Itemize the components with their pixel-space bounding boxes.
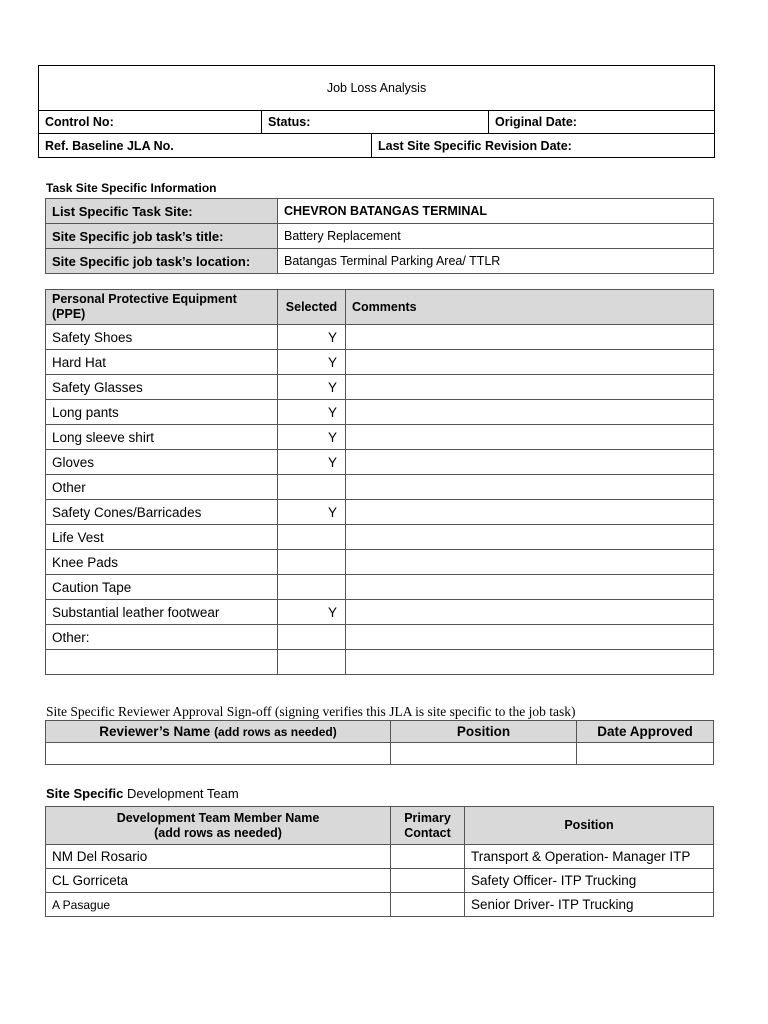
dev-team-row bbox=[46, 893, 714, 917]
ppe-item: Caution Tape bbox=[46, 575, 278, 600]
ppe-selected[interactable]: Y bbox=[278, 450, 346, 475]
dev-member-position[interactable]: Transport & Operation- Manager ITP bbox=[465, 845, 714, 869]
ppe-item: Life Vest bbox=[46, 525, 278, 550]
ppe-item: Gloves bbox=[46, 450, 278, 475]
status-cell[interactable]: Status: bbox=[262, 111, 489, 134]
ppe-item: Long pants bbox=[46, 400, 278, 425]
ppe-selected[interactable] bbox=[278, 525, 346, 550]
reviewer-header-date: Date Approved bbox=[577, 721, 714, 743]
last-revision-cell[interactable]: Last Site Specific Revision Date: bbox=[372, 134, 715, 158]
ppe-selected[interactable]: Y bbox=[278, 325, 346, 350]
task-label: Site Specific job task’s location: bbox=[46, 249, 278, 274]
ppe-comment[interactable] bbox=[346, 500, 714, 525]
ppe-row bbox=[46, 600, 714, 625]
reviewer-position-cell[interactable] bbox=[391, 743, 577, 765]
ppe-comment[interactable] bbox=[346, 650, 714, 675]
original-date-cell[interactable]: Original Date: bbox=[489, 111, 715, 134]
task-row bbox=[46, 249, 714, 274]
ppe-row bbox=[46, 425, 714, 450]
task-info-caption: Task Site Specific Information bbox=[46, 181, 217, 195]
ppe-row bbox=[46, 400, 714, 425]
dev-caption-rest: Development Team bbox=[126, 786, 239, 801]
task-label: List Specific Task Site: bbox=[46, 199, 278, 224]
ppe-row bbox=[46, 575, 714, 600]
ppe-selected[interactable]: Y bbox=[278, 600, 346, 625]
ppe-comment[interactable] bbox=[346, 475, 714, 500]
reviewer-name-cell[interactable] bbox=[46, 743, 391, 765]
ppe-selected[interactable]: Y bbox=[278, 400, 346, 425]
reviewer-header-position: Position bbox=[391, 721, 577, 743]
ppe-comment[interactable] bbox=[346, 400, 714, 425]
dev-header-primary: Primary Contact bbox=[391, 807, 465, 845]
ppe-comment[interactable] bbox=[346, 550, 714, 575]
ppe-item: Long sleeve shirt bbox=[46, 425, 278, 450]
ppe-row bbox=[46, 550, 714, 575]
dev-member-name[interactable]: NM Del Rosario bbox=[46, 845, 391, 869]
dev-header-name-note: (add rows as needed) bbox=[154, 825, 282, 840]
ppe-comment[interactable] bbox=[346, 375, 714, 400]
ppe-selected[interactable]: Y bbox=[278, 350, 346, 375]
ppe-header-item: Personal Protective Equipment (PPE) bbox=[46, 290, 278, 325]
ppe-comment[interactable] bbox=[346, 350, 714, 375]
dev-member-position[interactable]: Senior Driver- ITP Trucking bbox=[465, 893, 714, 917]
ppe-selected[interactable] bbox=[278, 550, 346, 575]
task-label: Site Specific job task’s title: bbox=[46, 224, 278, 249]
ppe-item: Other: bbox=[46, 625, 278, 650]
ppe-item: Hard Hat bbox=[46, 350, 278, 375]
task-row bbox=[46, 199, 714, 224]
ppe-row bbox=[46, 450, 714, 475]
dev-header-name bbox=[46, 807, 391, 845]
reviewer-date-cell[interactable] bbox=[577, 743, 714, 765]
ppe-row bbox=[46, 475, 714, 500]
ppe-comment[interactable] bbox=[346, 625, 714, 650]
ppe-item: Substantial leather footwear bbox=[46, 600, 278, 625]
dev-primary-contact[interactable] bbox=[391, 845, 465, 869]
ppe-header-selected: Selected bbox=[278, 290, 346, 325]
ppe-comment[interactable] bbox=[346, 600, 714, 625]
reviewer-table bbox=[45, 720, 714, 765]
ppe-comment[interactable] bbox=[346, 425, 714, 450]
reviewer-name-note: (add rows as needed) bbox=[214, 725, 337, 739]
ppe-comment[interactable] bbox=[346, 450, 714, 475]
dev-team-table bbox=[45, 806, 714, 917]
dev-team-caption bbox=[46, 786, 239, 801]
ppe-row bbox=[46, 500, 714, 525]
dev-primary-contact[interactable] bbox=[391, 893, 465, 917]
ppe-selected[interactable] bbox=[278, 625, 346, 650]
ppe-row bbox=[46, 650, 714, 675]
ppe-item: Other bbox=[46, 475, 278, 500]
ppe-table bbox=[45, 289, 714, 675]
task-value[interactable]: Battery Replacement bbox=[278, 224, 714, 249]
dev-team-row bbox=[46, 845, 714, 869]
ppe-item: Safety Cones/Barricades bbox=[46, 500, 278, 525]
ppe-selected[interactable]: Y bbox=[278, 425, 346, 450]
dev-member-name[interactable]: A Pasague bbox=[46, 893, 391, 917]
ppe-selected[interactable] bbox=[278, 475, 346, 500]
dev-header-position: Position bbox=[465, 807, 714, 845]
reviewer-header-name bbox=[46, 721, 391, 743]
task-value[interactable]: CHEVRON BATANGAS TERMINAL bbox=[278, 199, 714, 224]
ppe-row bbox=[46, 350, 714, 375]
ppe-row bbox=[46, 325, 714, 350]
ppe-header-comments: Comments bbox=[346, 290, 714, 325]
ppe-comment[interactable] bbox=[346, 575, 714, 600]
ppe-row bbox=[46, 375, 714, 400]
ppe-selected[interactable]: Y bbox=[278, 375, 346, 400]
ppe-item: Safety Glasses bbox=[46, 375, 278, 400]
ref-baseline-cell[interactable]: Ref. Baseline JLA No. bbox=[39, 134, 372, 158]
dev-header-name-label: Development Team Member Name bbox=[116, 810, 320, 825]
task-row bbox=[46, 224, 714, 249]
reviewer-caption: Site Specific Reviewer Approval Sign-off (signing verifies this JLA is site specific to the job task) bbox=[46, 704, 576, 719]
ppe-item: Knee Pads bbox=[46, 550, 278, 575]
task-info-table bbox=[45, 198, 714, 274]
dev-team-row bbox=[46, 869, 714, 893]
control-no-cell[interactable]: Control No: bbox=[39, 111, 262, 134]
ppe-selected[interactable] bbox=[278, 650, 346, 675]
ppe-item: Safety Shoes bbox=[46, 325, 278, 350]
ppe-selected[interactable] bbox=[278, 575, 346, 600]
dev-member-position[interactable]: Safety Officer- ITP Trucking bbox=[465, 869, 714, 893]
header-table bbox=[38, 65, 715, 158]
reviewer-row bbox=[46, 743, 714, 765]
dev-primary-contact[interactable] bbox=[391, 869, 465, 893]
dev-member-name[interactable]: CL Gorriceta bbox=[46, 869, 391, 893]
page-title: Job Loss Analysis bbox=[39, 66, 715, 111]
reviewer-name-label: Reviewer’s Name bbox=[99, 724, 211, 739]
ppe-row bbox=[46, 525, 714, 550]
ppe-row bbox=[46, 625, 714, 650]
ppe-comment[interactable] bbox=[346, 325, 714, 350]
ppe-selected[interactable]: Y bbox=[278, 500, 346, 525]
ppe-item bbox=[46, 650, 278, 675]
task-value[interactable]: Batangas Terminal Parking Area/ TTLR bbox=[278, 249, 714, 274]
ppe-comment[interactable] bbox=[346, 525, 714, 550]
dev-caption-bold: Site Specific bbox=[46, 786, 124, 801]
